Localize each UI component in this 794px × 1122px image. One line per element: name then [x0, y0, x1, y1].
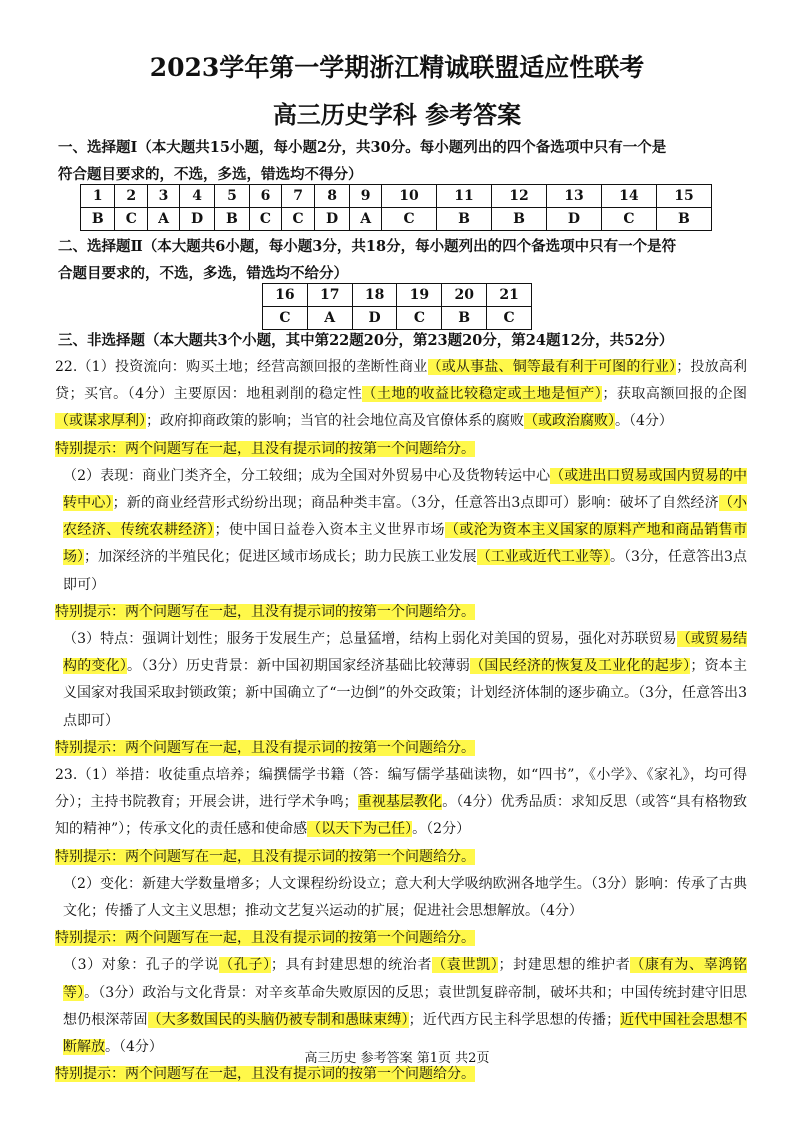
section1-number-row	[81, 185, 712, 208]
question-number-cell: 3	[148, 185, 180, 208]
highlighted-answer: （孔子）	[219, 957, 271, 974]
answer-text: ；新的商业经营形式纷纷出现；商品种类丰富。（3分，任意答出3点即可）影响：破坏了自然经济	[112, 495, 719, 512]
q23-note3: 特别提示：两个问题写在一起，且没有提示词的按第一个问题给分。	[55, 1066, 475, 1083]
answer-letter-cell: D	[546, 208, 601, 231]
q22-part1	[55, 354, 747, 436]
answer-text: ；使中国日益卷入资本主义世界市场	[214, 522, 445, 539]
question-number-cell: 13	[546, 185, 601, 208]
question-number-cell: 8	[314, 185, 349, 208]
answer-letter-cell: B	[215, 208, 249, 231]
section1-heading	[58, 134, 748, 188]
answer-letter-cell: D	[352, 307, 397, 330]
highlighted-answer: （或沦为资本主义国家的原料产地和商品销售市场）	[63, 522, 748, 566]
section3-heading: 三、非选择题（本大题共3个小题，其中第22题20分，第23题20分，第24题12分，共52分）	[58, 332, 674, 349]
highlighted-answer: （袁世凯）	[432, 957, 499, 974]
highlighted-answer: （土地的收益比较稳定或土地是恒产）	[362, 386, 603, 403]
section2-heading-line2: 合题目要求的，不选，多选，错选均不给分）	[58, 265, 348, 282]
answer-text: （3）特点：强调计划性；服务于发展生产；总量猛增，结构上弱化对美国的贸易，强化对苏联贸易	[63, 631, 677, 648]
answer-text: ；具有封建思想的统治者	[270, 957, 433, 974]
highlighted-answer: （国民经济的恢复及工业化的起步）	[470, 658, 691, 675]
answer-text: （2）表现：商业门类齐全，分工较细；成为全国对外贸易中心及货物转运中心	[63, 467, 551, 484]
highlighted-answer: 近代中国社会思想不断解放	[63, 1011, 748, 1056]
answer-letter-cell: C	[487, 307, 532, 330]
highlighted-answer: （或从事盐、铜等最有利于可图的行业）	[427, 359, 677, 375]
answer-text: 。（3分）历史背景：新中国初期国家经济基础比较薄弱	[127, 658, 471, 675]
q22-note3: 特别提示：两个问题写在一起，且没有提示词的按第一个问题给分。	[55, 739, 475, 756]
highlighted-answer: （或进出口贸易或国内贸易的中转中心）	[63, 467, 748, 512]
question-number-cell: 18	[352, 284, 397, 307]
section1-answer-table	[80, 184, 712, 231]
answer-letter-cell: B	[437, 208, 492, 231]
question-number-cell: 16	[263, 284, 308, 307]
highlighted-answer: （工业或近代工业等）	[476, 549, 610, 566]
answer-letter-cell: B	[656, 208, 711, 231]
question-number-cell: 1	[81, 185, 115, 208]
answer-text: 23.（1）举措：收徒重点培养；编撰儒学书籍（答：编写儒学基础读物，如“四书”，《小学》、《家礼》，均可得分）；主持书院教育；开展会讲，进行学术争鸣；	[55, 767, 747, 811]
section2-answer-table	[262, 283, 532, 330]
question-number-cell: 21	[487, 284, 532, 307]
question-number-cell: 11	[437, 185, 492, 208]
q23-note2: 特别提示：两个问题写在一起，且没有提示词的按第一个问题给分。	[55, 930, 475, 947]
highlighted-answer: （或贸易结构的变化）	[63, 631, 748, 675]
highlighted-answer: （或谋求厚利）	[55, 413, 146, 430]
answer-text: ；加深经济的半殖民化；促进区域市场成长；助力民族工业发展	[84, 549, 477, 566]
answer-letter-cell: B	[81, 208, 115, 231]
section2-heading-line1: 二、选择题Ⅱ（本大题共6小题，每小题3分，共18分，每小题列出的四个备选项中只有一个是符	[58, 238, 677, 255]
answer-letter-cell: A	[307, 307, 352, 330]
q23-note1: 特别提示：两个问题写在一起，且没有提示词的按第一个问题给分。	[55, 848, 475, 865]
question-number-cell: 20	[442, 284, 487, 307]
q23-part2	[55, 871, 747, 925]
question-number-cell: 17	[307, 284, 352, 307]
question-number-cell: 7	[282, 185, 315, 208]
answer-text: ；投放高利贷；买官。（4分）主要原因：地租剥削的稳定性	[55, 359, 748, 403]
answer-letter-cell: C	[282, 208, 315, 231]
question-number-cell: 2	[115, 185, 148, 208]
page-title: 2023学年第一学期浙江精诚联盟适应性联考	[149, 53, 645, 82]
answer-letter-cell: C	[249, 208, 282, 231]
question-number-cell: 4	[179, 185, 214, 208]
answer-text: ；封建思想的维护者	[498, 957, 631, 974]
question-number-cell: 14	[601, 185, 656, 208]
answer-text: 。（2分）	[412, 821, 471, 838]
answer-letter-cell: D	[314, 208, 349, 231]
answer-text: （3）对象：孔子的学说	[63, 957, 220, 974]
section1-answer-row	[81, 208, 712, 231]
question-number-cell: 12	[492, 185, 547, 208]
answer-letter-cell: C	[382, 208, 437, 231]
question-number-cell: 19	[397, 284, 442, 307]
q22-note1: 特别提示：两个问题写在一起，且没有提示词的按第一个问题给分。	[55, 440, 475, 457]
answer-text: 。（4分）	[615, 413, 673, 430]
answer-text: ；政府抑商政策的影响；当官的社会地位高及官僚体系的腐败	[146, 413, 524, 430]
answer-letter-cell: B	[492, 208, 547, 231]
answer-text: 。（3分，任意答出3点即可）	[63, 549, 747, 593]
question-number-cell: 5	[215, 185, 249, 208]
highlighted-answer: （大多数国民的头脑仍被专制和愚昧束缚）	[147, 1011, 409, 1028]
answer-text: ；近代西方民主科学思想的传播；	[408, 1011, 621, 1028]
answer-letter-cell: C	[397, 307, 442, 330]
answers-body	[55, 354, 747, 1088]
answer-letter-cell: A	[148, 208, 180, 231]
q23-part3	[55, 952, 747, 1061]
page-subtitle: 高三历史学科 参考答案	[272, 100, 522, 129]
answer-text: 。（4分）	[105, 1039, 163, 1056]
answer-text: ；资本主义国家对我国采取封锁政策；新中国确立了“一边倒”的外交政策；计划经济体制的逐步确立。（3分，任意答出3点即可）	[63, 658, 748, 729]
answer-text: 22.（1）投资流向：购买土地；经营高额回报的垄断性商业	[55, 359, 428, 375]
answer-letter-cell: C	[601, 208, 656, 231]
question-number-cell: 6	[249, 185, 282, 208]
q22-note2: 特别提示：两个问题写在一起，且没有提示词的按第一个问题给分。	[55, 603, 475, 620]
question-number-cell: 9	[350, 185, 382, 208]
highlighted-answer: 重视基层教化	[357, 794, 443, 811]
section1-heading-line2: 符合题目要求的，不选，多选，错选均不得分）	[58, 166, 363, 183]
section1-heading-line1: 一、选择题Ⅰ（本大题共15小题，每小题2分，共30分。每小题列出的四个备选项中只有一个是	[58, 139, 667, 156]
answer-letter-cell: C	[263, 307, 308, 330]
question-number-cell: 15	[656, 185, 711, 208]
answer-text: （2）变化：新建大学数量增多；人文课程纷纷设立；意大利大学吸纳欧洲各地学生。（3分）影响：传承了古典文化；传播了人文主义思想；推动文艺复兴运动的扩展；促进社会思想解放。（4分）	[63, 875, 747, 920]
q22-part3	[55, 626, 747, 735]
answer-letter-cell: A	[350, 208, 382, 231]
section2-heading	[58, 233, 748, 287]
q23-part1	[55, 762, 747, 844]
answer-letter-cell: D	[179, 208, 214, 231]
highlighted-answer: （或政治腐败）	[524, 413, 615, 430]
section2-number-row	[263, 284, 532, 307]
answer-text: ；获取高额回报的企图	[602, 386, 748, 403]
page-footer: 高三历史 参考答案 第1页 共2页	[304, 1051, 490, 1066]
answer-letter-cell: B	[442, 307, 487, 330]
highlighted-answer: （康有为、辜鸿铭等）	[63, 957, 748, 1001]
highlighted-answer: （小农经济、传统农耕经济）	[63, 495, 748, 539]
question-number-cell: 10	[382, 185, 437, 208]
q22-part2	[55, 463, 747, 599]
answer-text: 。（3分）政治与文化背景：对辛亥革命失败原因的反思；袁世凯复辟帝制，破坏共和；中国传统封建守旧思想仍根深蒂固	[63, 984, 748, 1028]
answer-letter-cell: C	[115, 208, 148, 231]
answer-text: 。（4分）优秀品质：求知反思（或答“具有格物致知的精神”）；传承文化的责任感和使命感	[55, 794, 748, 838]
highlighted-answer: （以天下为己任）	[307, 821, 413, 838]
